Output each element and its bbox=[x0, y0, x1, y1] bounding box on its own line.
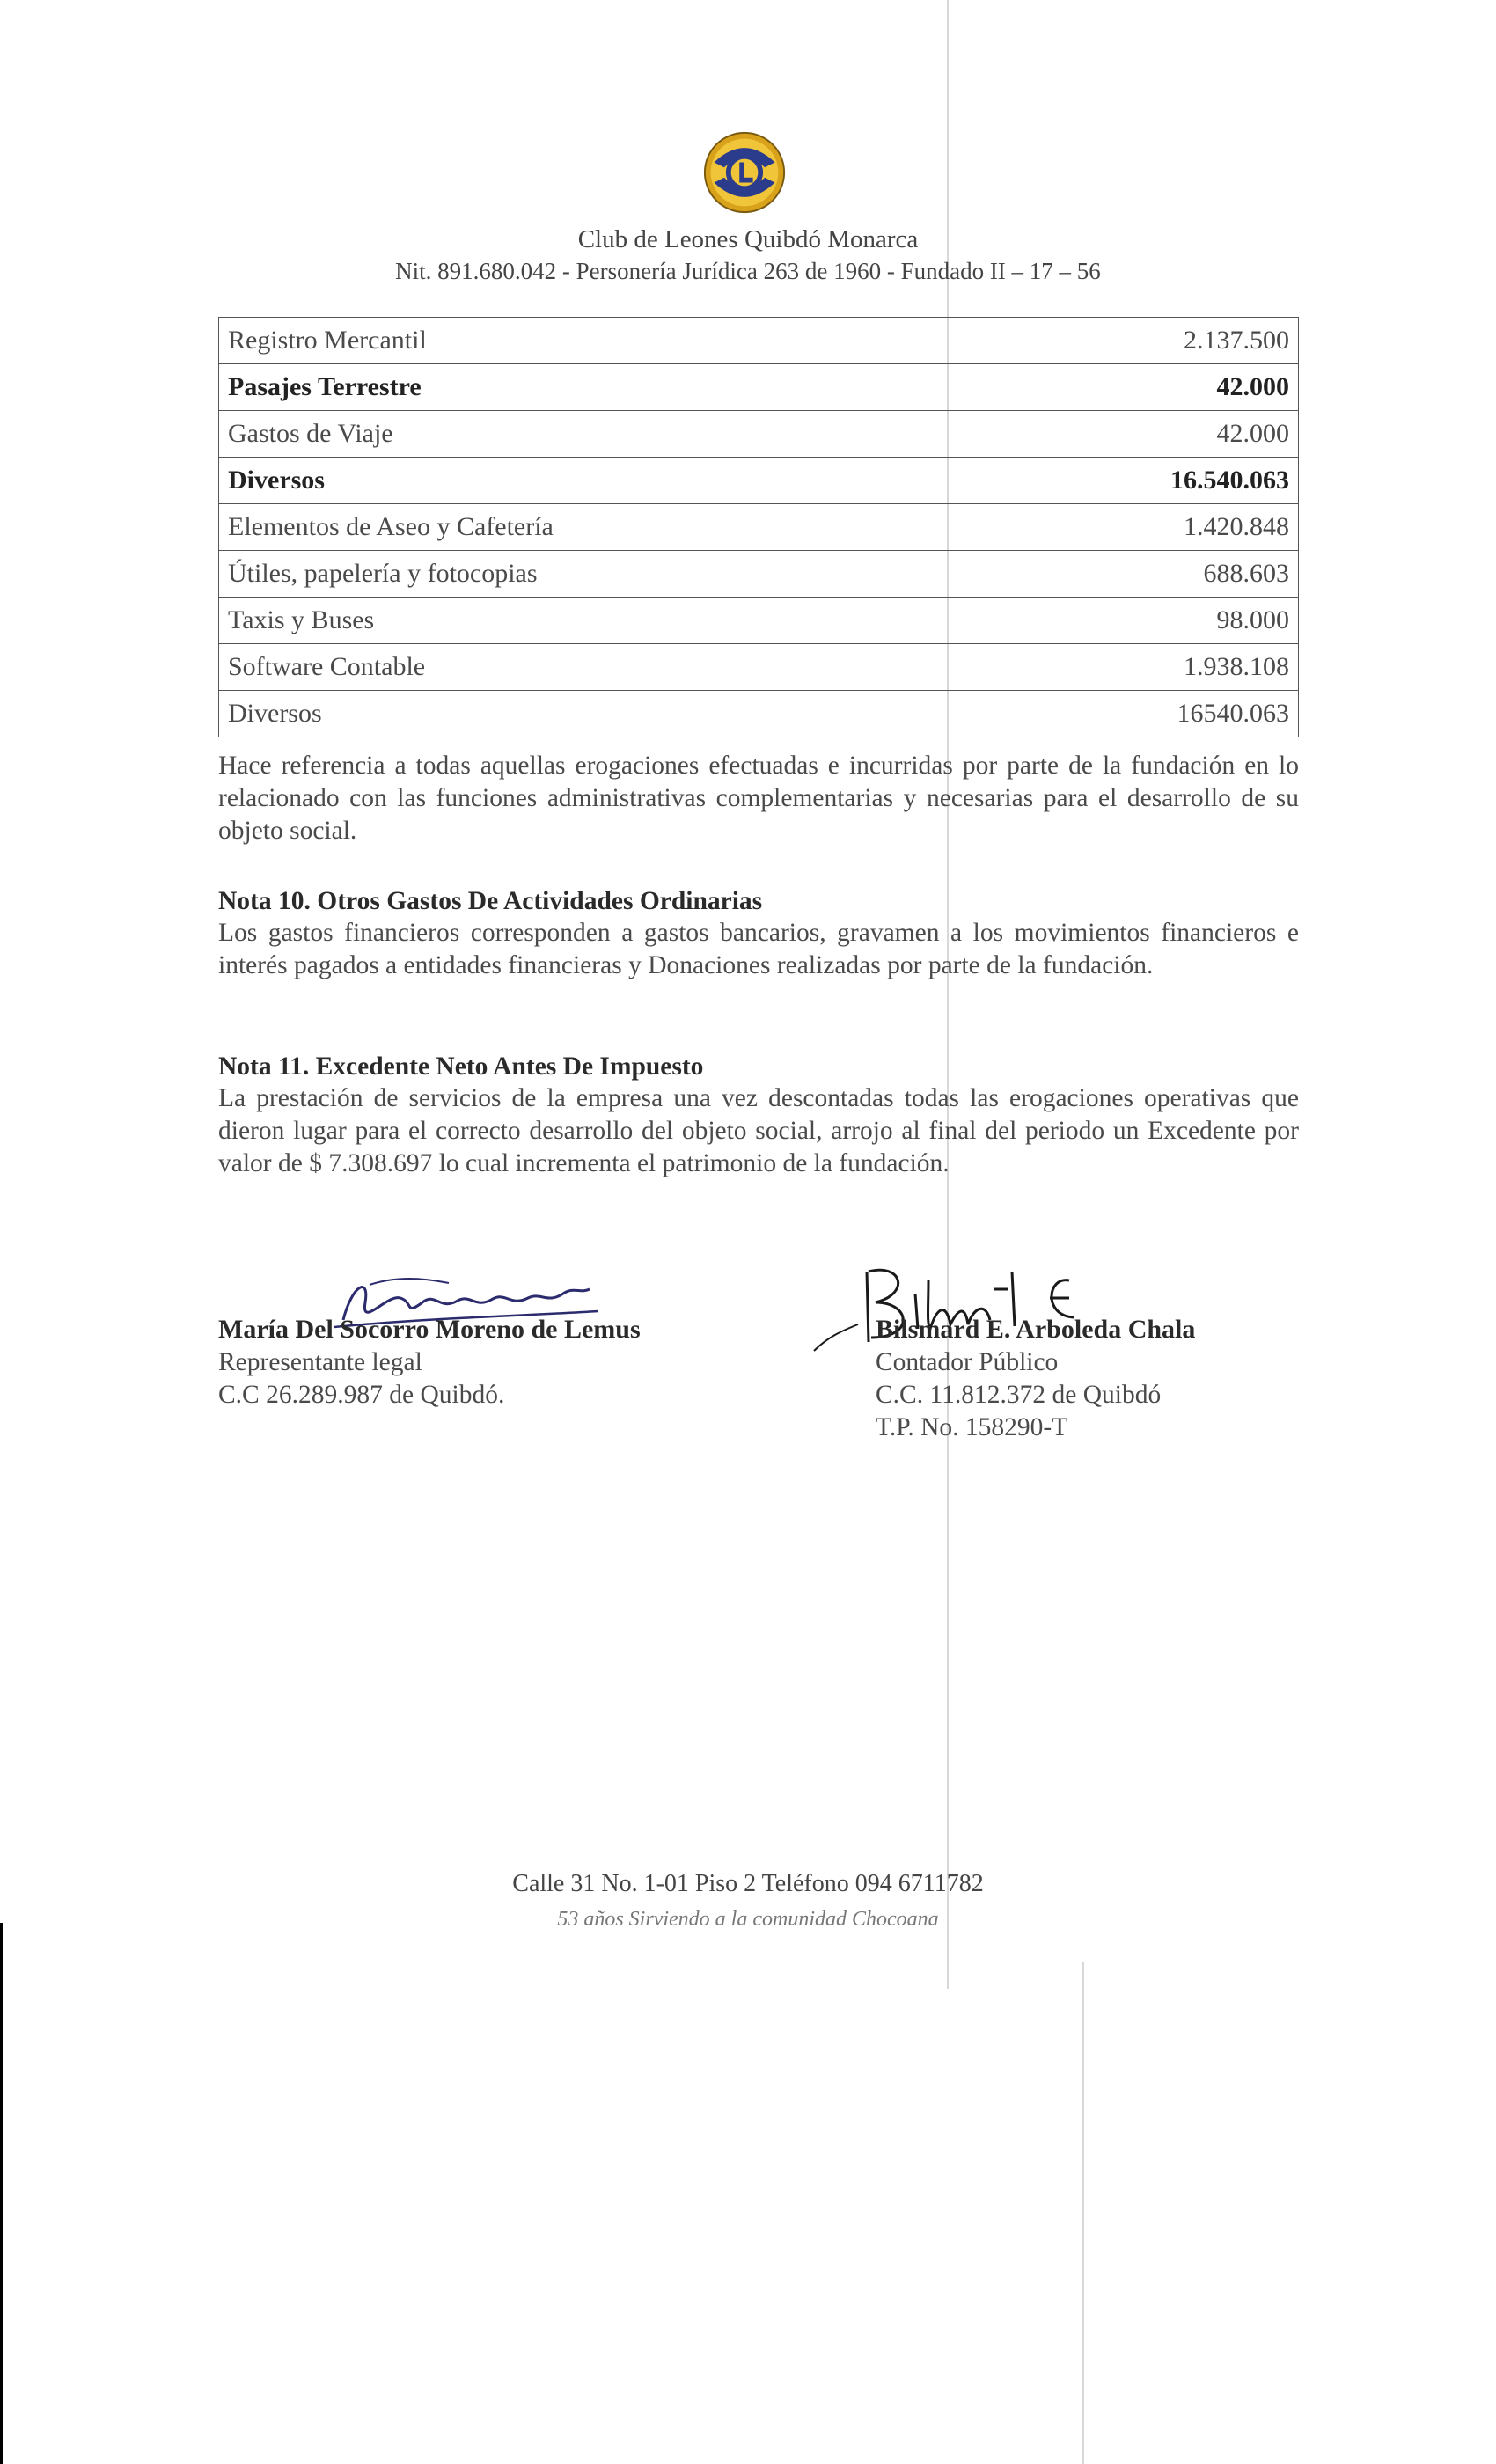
row-label: Diversos bbox=[219, 691, 972, 737]
table-row bbox=[219, 691, 1299, 737]
row-label: Registro Mercantil bbox=[219, 318, 972, 364]
expense-description: Hace referencia a todas aquellas erogaciones efectuadas e incurridas por parte de la fundación en lo relacionado con las funciones administrativas complementarias y necesarias para el desarrollo de su objeto social. bbox=[218, 752, 1299, 845]
footer-address: Calle 31 No. 1-01 Piso 2 Teléfono 094 6711782 bbox=[512, 1870, 984, 1897]
row-label: Pasajes Terrestre bbox=[219, 364, 972, 411]
right-signer-role: Contador Público bbox=[876, 1348, 1059, 1376]
nota10-body: Los gastos financieros corresponden a gastos bancarios, gravamen a los movimientos financieros e interés pagados a entidades financieras y Donaciones realizadas por parte de la fundación. bbox=[218, 919, 1299, 979]
left-signer-name: María Del Socorro Moreno de Lemus bbox=[218, 1315, 641, 1344]
expense-table bbox=[218, 317, 1299, 737]
right-signer-tp: T.P. No. 158290-T bbox=[876, 1413, 1068, 1441]
table-row bbox=[219, 504, 1299, 551]
row-label: Útiles, papelería y fotocopias bbox=[219, 551, 972, 598]
row-value: 1.938.108 bbox=[972, 644, 1299, 691]
left-signer-role: Representante legal bbox=[218, 1348, 422, 1376]
nota10-title: Nota 10. Otros Gastos De Actividades Ordinarias bbox=[218, 887, 763, 915]
right-signer-id: C.C. 11.812.372 de Quibdó bbox=[876, 1381, 1162, 1409]
scan-edge bbox=[0, 1923, 3, 2464]
org-nit-line: Nit. 891.680.042 - Personería Jurídica 263 de 1960 - Fundado II – 17 – 56 bbox=[395, 258, 1101, 284]
row-label: Software Contable bbox=[219, 644, 972, 691]
left-signer-id: C.C 26.289.987 de Quibdó. bbox=[218, 1381, 505, 1409]
row-value: 2.137.500 bbox=[972, 318, 1299, 364]
lions-club-logo bbox=[702, 130, 787, 215]
row-value: 42.000 bbox=[972, 411, 1299, 458]
scan-fold-line bbox=[947, 0, 949, 1989]
nota11-body: La prestación de servicios de la empresa una vez descontadas todas las erogaciones operativas que dieron lugar para el correcto desarrollo del objeto social, arrojo al final del periodo un Excedente por valor de $ 7.308.697 lo cual incrementa el patrimonio de la fundación. bbox=[218, 1084, 1299, 1177]
table-row bbox=[219, 364, 1299, 411]
footer-motto: 53 años Sirviendo a la comunidad Chocoana bbox=[557, 1908, 939, 1929]
scan-fold-line-lower bbox=[1082, 1962, 1084, 2464]
row-value: 16.540.063 bbox=[972, 458, 1299, 504]
org-name: Club de Leones Quibdó Monarca bbox=[577, 225, 919, 253]
right-signer-name: Bilsmard E. Arboleda Chala bbox=[876, 1315, 1196, 1344]
row-value: 98.000 bbox=[972, 598, 1299, 644]
row-value: 16540.063 bbox=[972, 691, 1299, 737]
table-row bbox=[219, 598, 1299, 644]
table-row bbox=[219, 644, 1299, 691]
table-row bbox=[219, 458, 1299, 504]
row-value: 1.420.848 bbox=[972, 504, 1299, 551]
nota11-title: Nota 11. Excedente Neto Antes De Impuesto bbox=[218, 1052, 704, 1081]
row-label: Diversos bbox=[219, 458, 972, 504]
row-label: Elementos de Aseo y Cafetería bbox=[219, 504, 972, 551]
row-label: Gastos de Viaje bbox=[219, 411, 972, 458]
table-row bbox=[219, 551, 1299, 598]
row-value: 688.603 bbox=[972, 551, 1299, 598]
row-value: 42.000 bbox=[972, 364, 1299, 411]
table-row bbox=[219, 318, 1299, 364]
row-label: Taxis y Buses bbox=[219, 598, 972, 644]
table-row bbox=[219, 411, 1299, 458]
